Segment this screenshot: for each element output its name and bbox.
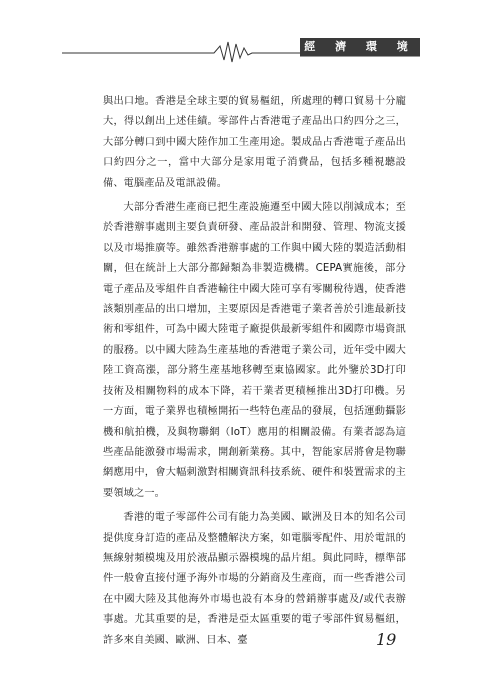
- paragraph: 大部分香港生產商已把生產設施遷至中國大陸以削減成本；至於香港辦事處則主要負責研發、產品設計和開發、管理、物流支援以及市場推廣等。雖然香港辦事處的工作與中國大陸的製造活動相關，但在統計上大部分都歸類為非製造機構。CEPA實施後，部分電子產品及零組件自香港輸往中國大陸可享有零關稅待遇，使香港該類別產品的出口增加，主要原因是香港電子業者善於引進最新技術和零組件，可為中國大陸電子廠提供最新零組件和國際市場資訊的服務。以中國大陸為生產基地的香港電子業公司，近年受中國大陸工資高漲，部分將生產基地移轉至東協國家。此外鑒於3D打印技術及相關物料的成本下降，若干業者更積極推出3D打印機。另一方面，電子業界也積極開拓一些特色產品的發展，包括運動攝影機和航拍機，及與物聯網（IoT）應用的相關設備。有業者認為這些產品能激發市場需求，開創新業務。其中，智能家居將會是物聯網應用中，會大幅刺激對相關資訊科技系統、硬件和裝置需求的主要領域之一。: [103, 202, 406, 499]
- page-number: 19: [376, 630, 397, 649]
- section-title: 經 濟 環 境: [300, 38, 420, 56]
- page-header: [0, 0, 480, 70]
- paragraph: 與出口地。香港是全球主要的貿易樞紐，所處理的轉口貿易十分龐大，得以創出上述佳績。零部件占香港電子產品出口約四分之三，大部分轉口到中國大陸作加工生產用途。製成品占香港電子產品出口約四分之一，當中大部分是家用電子消費品，包括多種視聽設備、電腦產品及電訊設備。: [103, 96, 406, 189]
- header-pulse-line: [0, 0, 480, 70]
- article-body: [103, 92, 406, 655]
- paragraph: 香港的電子零部件公司有能力為美國、歐洲及日本的知名公司提供度身訂造的產品及整體解決方案，如電腦零配件、用於電訊的無線射頻模塊及用於液晶顯示器模塊的晶片組。與此同時，標準部件一般會直接付運予海外市場的分銷商及生產商，而一些香港公司在中國大陸及其他海外市場也設有本身的營銷辦事處及/或代表辦事處。尤其重要的是，香港是亞太區重要的電子零部件貿易樞紐，許多來自美國、歐洲、日本、臺: [103, 512, 406, 646]
